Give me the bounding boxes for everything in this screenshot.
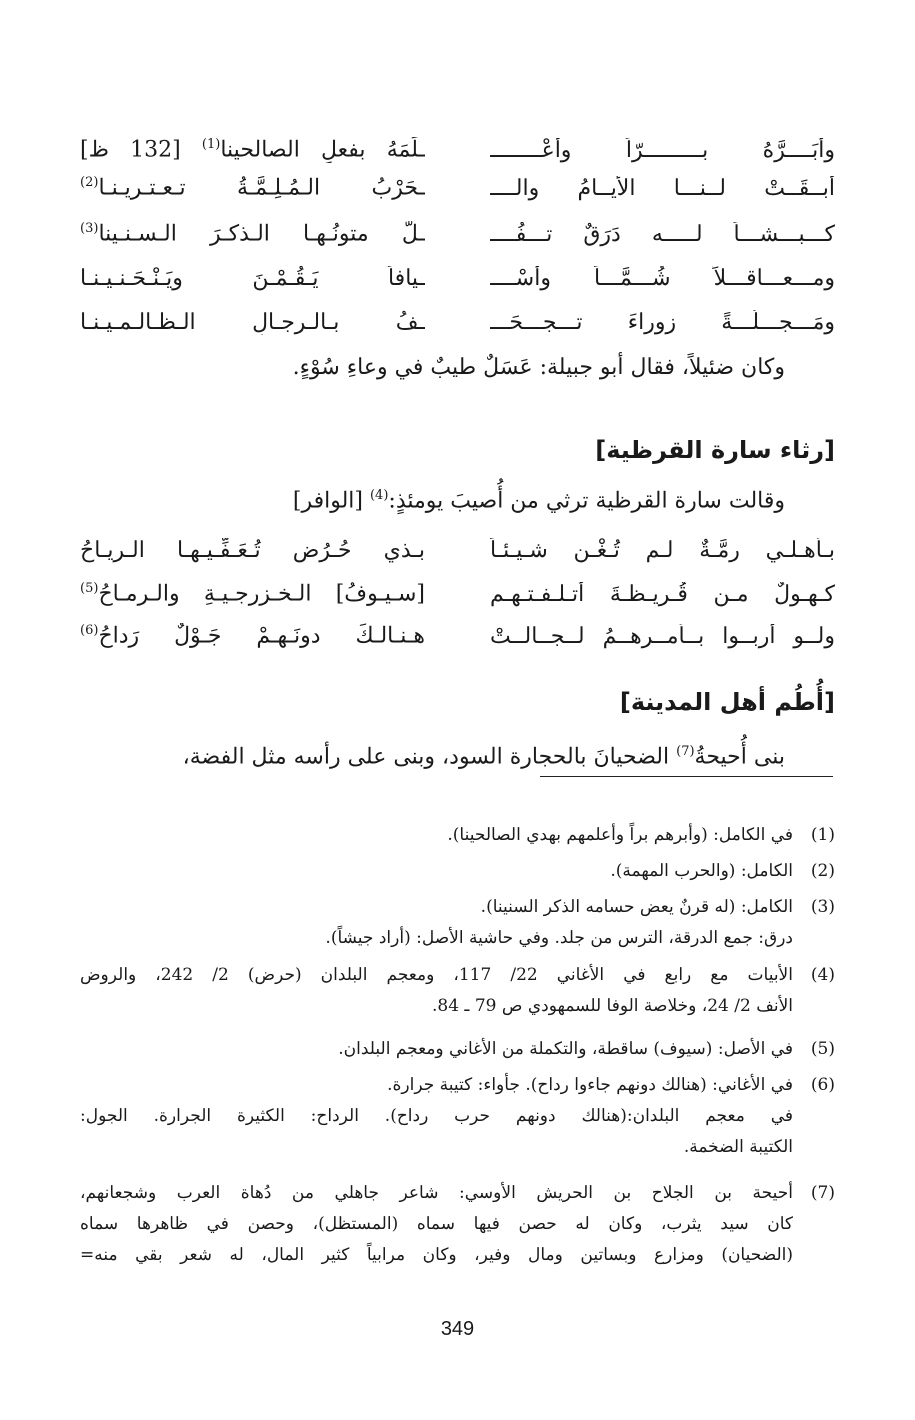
verse-second-hemistich: بـذي حُـرُضٍ تُـعَـفِّـيـهـا الـريـاحُ: [80, 537, 425, 563]
verse-line: [80, 168, 835, 208]
section-heading: [رثاء سارة القرظية]: [595, 436, 835, 464]
footnote-text: في معجم البلدان:(هنالك دونهم حرب رداح). الرداح: الكثيرة الجرارة. الجول:: [80, 1106, 793, 1126]
footnote-number: (2): [810, 861, 835, 881]
footnote-ref: (2): [80, 175, 99, 191]
verse-first-hemistich: أبــقَــتْ لــنـــا الأيــامُ والــــ: [490, 175, 835, 201]
footnote: [80, 892, 835, 954]
footnote: [80, 1070, 835, 1163]
section-heading: [أُطُم أهل المدينة]: [619, 688, 835, 716]
verse-line: [80, 574, 835, 614]
footnote: [80, 820, 835, 851]
verse-second-hemistich: ـيافاً يَـقُـمْـنَ ويَـنْـحَـنـيـنـا: [80, 265, 425, 291]
verse-first-hemistich: ومَـــجـــلَّـــةً زوراءَ تـــجـــحَـــ: [490, 309, 835, 335]
footnote-text: درق: جمع الدرقة، الترس من جلد. وفي حاشية الأصل: (أراد جيشاً).: [325, 928, 793, 948]
verse-first-hemistich: بـأهـلـي رِمَّـةٌ لـم تُـغْـنِ شـيـئـاً: [490, 537, 835, 563]
footnote-text: كان سيد يثرب، وكان له حصن فيها سماه (المستظل)، وحصن في ظاهرها سماه: [80, 1214, 793, 1234]
poem-intro: وقالت سارة القرظية ترثي من أُصيبَ يومئذٍ:$^{(4)}$ [الوافر]: [292, 488, 785, 514]
footnote-number: (7): [810, 1183, 835, 1203]
footnote-number: (1): [810, 825, 835, 845]
verse-second-hemistich: هـنـالـكَ دونَـهـمْ جَـوْلٌ رَداحُ$^{(6)}$: [80, 623, 425, 649]
verse-first-hemistich: كـــبـــشـــاً لـــــه دَرَقٌ تـــفُــــ: [490, 221, 835, 247]
footnote-text: في الأغاني: (هنالك دونهم جاءوا رداح). جأواء: كتيبة جرارة.: [387, 1075, 793, 1095]
footnote: [80, 960, 835, 1022]
verse-line: [80, 616, 835, 656]
footnote-text: في الكامل: (وأبرهم براً وأعلمهم بهدي الصالحينا).: [447, 825, 793, 845]
verse-line: [80, 214, 835, 254]
footnote-text: الكامل: (له قرنٌ يعض حسامه الذكر السنينا).: [480, 897, 793, 917]
verse-first-hemistich: ولــو أربــوا بــأمــرهــمُ لــجــالــتْ: [490, 623, 835, 649]
footnote-ref: (6): [80, 623, 99, 639]
footnote-number: (4): [810, 965, 835, 985]
verse-line: [80, 530, 835, 570]
page-number: 349: [440, 1318, 475, 1340]
verse-line: [80, 302, 835, 342]
verse-line: [80, 130, 835, 170]
footnote-text: في الأصل: (سيوف) ساقطة، والتكملة من الأغاني ومعجم البلدان.: [338, 1039, 793, 1059]
footnote-ref: (4): [369, 488, 389, 503]
footnote-text: الكتيبة الضخمة.: [683, 1137, 793, 1157]
footnote-number: (6): [810, 1075, 835, 1095]
footnote-ref: (3): [80, 221, 99, 237]
verse-first-hemistich: كـهـولٌ مـن قُـريـظـةَ أتـلـفـتـهـم: [490, 581, 835, 607]
verse-second-hemistich: [سـيـوفُ] الـخـزرجـيـةِ والـرمـاحُ$^{(5)}$: [80, 581, 425, 607]
footnote-ref: (7): [676, 744, 695, 759]
folio-marker: [132 ظ]: [80, 137, 202, 163]
footnote-text: (الضحيان) ومزارع وبساتين ومال وفير، وكان مرابياً كثير المال، له شعر بقي منه=: [80, 1245, 793, 1265]
footnote: [80, 1034, 835, 1065]
footnote-text: أحيحة بن الجلاح بن الحريش الأوسي: شاعر جاهلي من دُهاة العرب وشجعانهم،: [80, 1183, 793, 1203]
verse-second-hemistich: ـلَمَهُ بفعلِ الصالحينا$^{(1)}$ [132 ظ]: [80, 137, 425, 163]
verse-second-hemistich: ـفُ بـالـرجـالِ الـظـالـمـيـنـا: [80, 309, 425, 335]
footnote-ref: (1): [201, 137, 221, 153]
footnote-text: الأبيات مع رابع في الأغاني 22/ 117، ومعجم البلدان (حرض) 2/ 242، والروض: [80, 965, 793, 985]
meter-label: [الوافر]: [292, 488, 370, 514]
prose-paragraph: بنى أُحيحةُ$^{(7)}$ الضحيانَ بالحجارة السود، وبنى على رأسه مثل الفضة،: [182, 744, 785, 770]
verse-second-hemistich: ـحَرْبُ الـمُـلِـمَّـةُ تـعـتـريـنـا$^{(2)}$: [80, 175, 425, 201]
footnote-number: (5): [810, 1039, 835, 1059]
verse-first-hemistich: وأبَــــرَّهُ بـــــــــرّاً وأعْــــــــ: [490, 137, 835, 163]
footnote-text: الأنف 2/ 24، وخلاصة الوفا للسمهودي ص 79 ـ 84.: [431, 996, 793, 1016]
footnote-number: (3): [810, 897, 835, 917]
verse-second-hemistich: ـلُّ متونُـهـا الـذكـرَ الـسـنـينا$^{(3)}$: [80, 221, 425, 247]
footnote: [80, 1178, 835, 1271]
prose-paragraph: وكان ضئيلاً، فقال أبو جبيلة: عَسَلٌ طيبٌ في وعاءِ سُوْءٍ.: [292, 355, 785, 380]
footnote-ref: (5): [80, 581, 99, 597]
footnote: [80, 856, 835, 887]
footnote-text: الكامل: (والحرب المهمة).: [610, 861, 793, 881]
verse-line: [80, 258, 835, 298]
footnote-separator: [540, 776, 833, 777]
verse-first-hemistich: ومـــعـــاقـــلاً شُـــمَّـــاً وأسْــــ: [490, 265, 835, 291]
